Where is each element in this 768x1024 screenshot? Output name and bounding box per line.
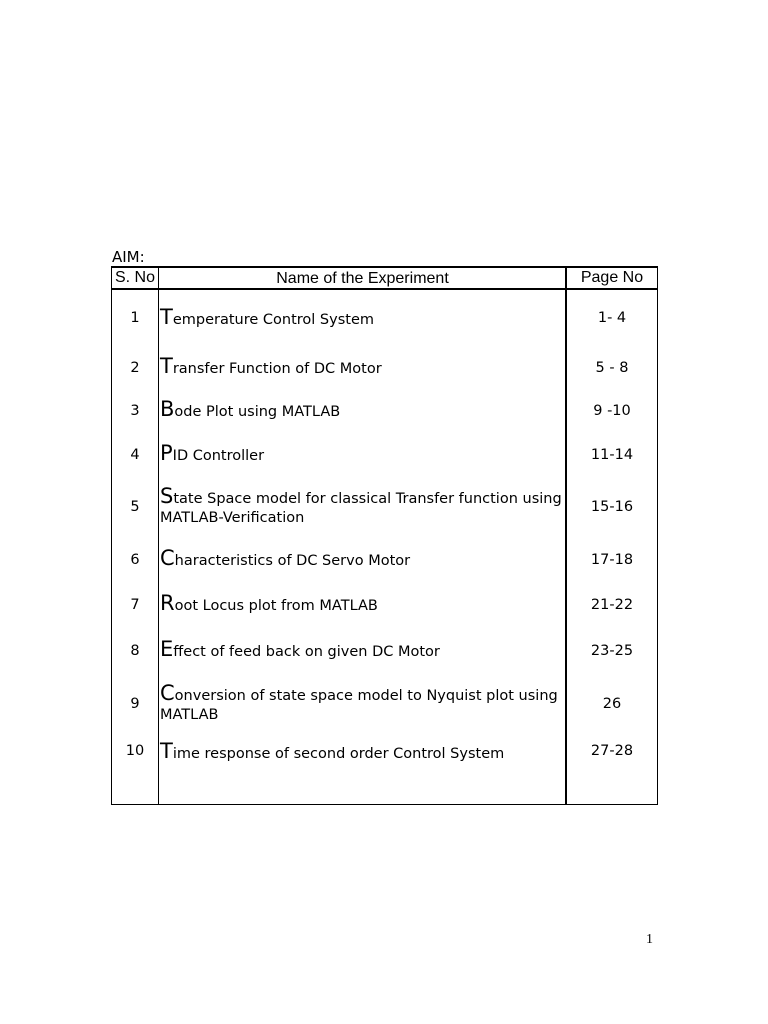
page-number: 1 bbox=[646, 932, 653, 947]
row-title: emperature Control System bbox=[172, 312, 374, 328]
table-row bbox=[112, 477, 658, 537]
table-row bbox=[112, 346, 658, 389]
row-title: ime response of second order Control System bbox=[172, 746, 505, 762]
table-row bbox=[112, 674, 658, 734]
row-name bbox=[159, 477, 567, 537]
table-row bbox=[112, 537, 658, 582]
row-name bbox=[159, 346, 567, 389]
row-sno: 7 bbox=[112, 582, 159, 628]
aim-heading: AIM: bbox=[112, 248, 145, 266]
row-title: ID Controller bbox=[172, 448, 265, 464]
row-page: 23-25 bbox=[566, 628, 658, 674]
header-sno: S. No bbox=[112, 267, 159, 289]
row-initial: C bbox=[160, 545, 175, 570]
row-name bbox=[159, 389, 567, 433]
row-initial: E bbox=[160, 637, 174, 661]
row-sno: 8 bbox=[112, 628, 159, 674]
row-initial: T bbox=[160, 305, 173, 329]
header-name: Name of the Experiment bbox=[159, 267, 567, 289]
row-page: 5 - 8 bbox=[566, 346, 658, 389]
row-initial: S bbox=[160, 483, 174, 508]
row-name bbox=[159, 628, 567, 674]
row-sno: 9 bbox=[112, 674, 159, 734]
row-page: 21-22 bbox=[566, 582, 658, 628]
row-name bbox=[159, 433, 567, 477]
table-row bbox=[112, 389, 658, 433]
row-page: 17-18 bbox=[566, 537, 658, 582]
row-page: 27-28 bbox=[566, 734, 658, 804]
row-sno: 2 bbox=[112, 346, 159, 389]
row-page: 9 -10 bbox=[566, 389, 658, 433]
row-name bbox=[159, 537, 567, 582]
row-initial: T bbox=[160, 353, 173, 378]
row-page: 26 bbox=[566, 674, 658, 734]
table-header-row bbox=[112, 267, 658, 289]
row-name bbox=[159, 289, 567, 346]
row-sno: 3 bbox=[112, 389, 159, 433]
table-row bbox=[112, 289, 658, 346]
table-row bbox=[112, 433, 658, 477]
experiments-table bbox=[111, 266, 658, 805]
row-sno: 4 bbox=[112, 433, 159, 477]
row-name bbox=[159, 734, 567, 804]
row-title: ode Plot using MATLAB bbox=[174, 404, 341, 420]
table-row bbox=[112, 734, 658, 804]
row-title: tate Space model for classical Transfer function using MATLAB-Verification bbox=[160, 490, 562, 526]
row-sno: 6 bbox=[112, 537, 159, 582]
table-row bbox=[112, 628, 658, 674]
row-page: 11-14 bbox=[566, 433, 658, 477]
row-title: ransfer Function of DC Motor bbox=[172, 360, 382, 377]
row-title: onversion of state space model to Nyquist plot using MATLAB bbox=[160, 687, 558, 723]
row-name bbox=[159, 582, 567, 628]
row-page: 15-16 bbox=[566, 477, 658, 537]
row-sno: 5 bbox=[112, 477, 159, 537]
row-initial: R bbox=[160, 591, 175, 615]
row-sno: 10 bbox=[112, 734, 159, 804]
row-title: haracteristics of DC Servo Motor bbox=[174, 552, 411, 569]
row-initial: C bbox=[160, 680, 175, 705]
row-sno: 1 bbox=[112, 289, 159, 346]
row-initial: P bbox=[160, 441, 173, 465]
row-title: ffect of feed back on given DC Motor bbox=[173, 644, 440, 660]
header-page: Page No bbox=[566, 267, 658, 289]
row-initial: B bbox=[160, 397, 175, 421]
row-name bbox=[159, 674, 567, 734]
row-page: 1- 4 bbox=[566, 289, 658, 346]
row-title: oot Locus plot from MATLAB bbox=[174, 598, 378, 614]
table-row bbox=[112, 582, 658, 628]
row-initial: T bbox=[160, 739, 173, 763]
